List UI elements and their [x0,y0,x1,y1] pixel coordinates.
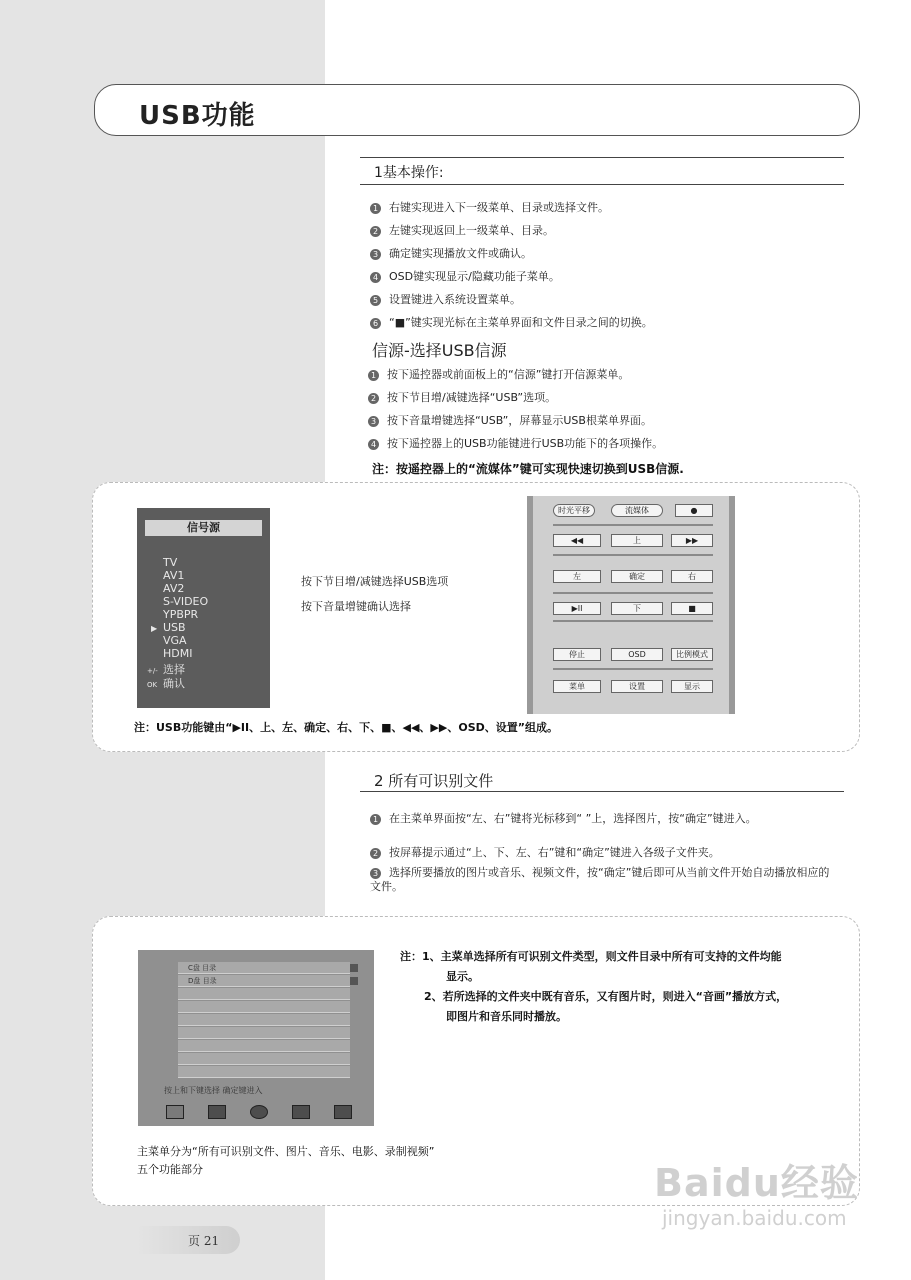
left-button: 左 [553,570,601,583]
down-button: 下 [611,602,663,615]
remote-divider [553,668,713,670]
stop-button: 停止 [553,648,601,661]
page-title-banner [94,84,860,136]
osd-button: OSD [611,648,663,661]
folder-icon [350,977,358,985]
section1-heading: 1基本操作: [374,165,444,181]
select-hint: 选择 [163,663,185,676]
file-row [178,1066,350,1078]
up-button: 上 [611,534,663,547]
display-button: 显示 [671,680,713,693]
file-row [178,1053,350,1065]
shortcut-note: 注：按遥控器上的“流媒体”键可实现快速切换到USB信源. [372,462,684,476]
source-item-svideo: S-VIDEO [163,595,209,608]
source-menu-screen [137,508,270,708]
settings-button: 设置 [611,680,663,693]
all-files-icon [166,1105,184,1119]
note2-line2b: 即图片和音乐同时播放。 [446,1010,567,1023]
page-number-tab [136,1226,240,1254]
bullet-2: 2 左键实现返回上一级菜单、目录。 [370,224,554,238]
source-item-hdmi: HDMI [163,647,193,660]
watermark-logo: Baidu经验 [654,1161,859,1205]
record-button: ● [675,504,713,517]
step-2: 2 按下节目增/减键选择“USB”选项。 [368,391,556,405]
source-item-av2: AV2 [163,582,185,595]
source-item-ypbpr: YPBPR [163,608,199,621]
baidu-watermark [650,1142,880,1242]
s2-bullet-1: 1 在主菜单界面按“左、右”键将光标移到“ ”上，选择图片，按“确定”键进入。 [370,812,840,826]
page-number: 页 21 [188,1234,220,1248]
menu-button: 菜单 [553,680,601,693]
source-item-tv: TV [163,556,178,569]
source-item-av1: AV1 [163,569,185,582]
photo-icon [208,1105,226,1119]
note2-line2: 2、若所选择的文件夹中既有音乐，又有图片时，则进入“音画”播放方式， [424,990,788,1003]
step-1: 1 按下遥控器或前面板上的“信源”键打开信源菜单。 [368,368,629,382]
remote-divider [553,620,713,622]
file-row: C盘 目录 [178,962,350,974]
video-icon [334,1105,352,1119]
s2-bullet-3: 3 选择所要播放的图片或音乐、视频文件，按“确定”键后即可从当前文件开始自动播放相应的文件。 [370,866,830,893]
music-icon [250,1105,268,1119]
main-menu-desc-2: 五个功能部分 [137,1163,203,1176]
file-row [178,1014,350,1026]
section1-heading-bar [360,157,844,185]
ok-key-label: OK [147,681,158,689]
file-row [178,1040,350,1052]
rewind-button: ◀◀ [553,534,601,547]
instruction-confirm: 按下音量增键确认选择 [301,600,411,613]
confirm-hint: 确认 [163,677,185,690]
instruction-select-usb: 按下节目增/减键选择USB选项 [301,575,449,588]
usb-keys-note: 注：USB功能键由“▶II、上、左、确定、右、下、■、◀◀、▶▶、OSD、设置”组成。 [134,721,558,734]
section2-heading-bar [360,764,844,792]
section2-heading: 2 所有可识别文件 [374,772,494,790]
fast-forward-button: ▶▶ [671,534,713,547]
remote-divider [553,554,713,556]
aspect-button: 比例模式 [671,648,713,661]
note2-line1b: 显示。 [446,970,479,983]
ok-button: 确定 [611,570,663,583]
main-menu-desc: 主菜单分为“所有可识别文件、图片、音乐、电影、录制视频” [137,1145,435,1158]
select-key-label: +/- [147,667,158,675]
s2-bullet-2: 2 按屏幕提示通过“上、下、左、右”键和“确定”键进入各级子文件夹。 [370,846,720,860]
source-menu-header: 信号源 [145,520,262,536]
folder-icon [350,964,358,972]
bullet-6: 6 “■”键实现光标在主菜单界面和文件目录之间的切换。 [370,316,653,330]
file-row [178,1001,350,1013]
selection-arrow-icon: ▶ [151,624,158,633]
source-item-vga: VGA [163,634,187,647]
page-title: USB功能 [139,101,256,131]
file-row: D盘 目录 [178,975,350,987]
file-browser-hint: 按上和下键选择 确定键进入 [164,1086,263,1095]
file-row [178,988,350,1000]
remote-divider [553,524,713,526]
watermark-url: jingyan.baidu.com [662,1206,847,1230]
file-row [178,1027,350,1039]
stop-square-button: ■ [671,602,713,615]
bullet-3: 3 确定键实现播放文件或确认。 [370,247,532,261]
movie-icon [292,1105,310,1119]
step-4: 4 按下遥控器上的USB功能键进行USB功能下的各项操作。 [368,437,663,451]
bullet-1: 1 右键实现进入下一级菜单、目录或选择文件。 [370,201,609,215]
play-pause-button: ▶II [553,602,601,615]
timeshift-button: 时光平移 [553,504,595,517]
step-3: 3 按下音量增键选择“USB”，屏幕显示USB根菜单界面。 [368,414,652,428]
streaming-button: 流媒体 [611,504,663,517]
remote-control-illustration [527,496,735,714]
source-select-subtitle: 信源-选择USB信源 [372,341,507,360]
bullet-4: 4 OSD键实现显示/隐藏功能子菜单。 [370,270,560,284]
remote-divider [553,592,713,594]
file-browser-screen [138,950,374,1126]
source-item-usb: USB [163,621,186,634]
note2-line1: 注：1、主菜单选择所有可识别文件类型，则文件目录中所有可支持的文件均能 [400,950,782,963]
bullet-5: 5 设置键进入系统设置菜单。 [370,293,521,307]
right-button: 右 [671,570,713,583]
